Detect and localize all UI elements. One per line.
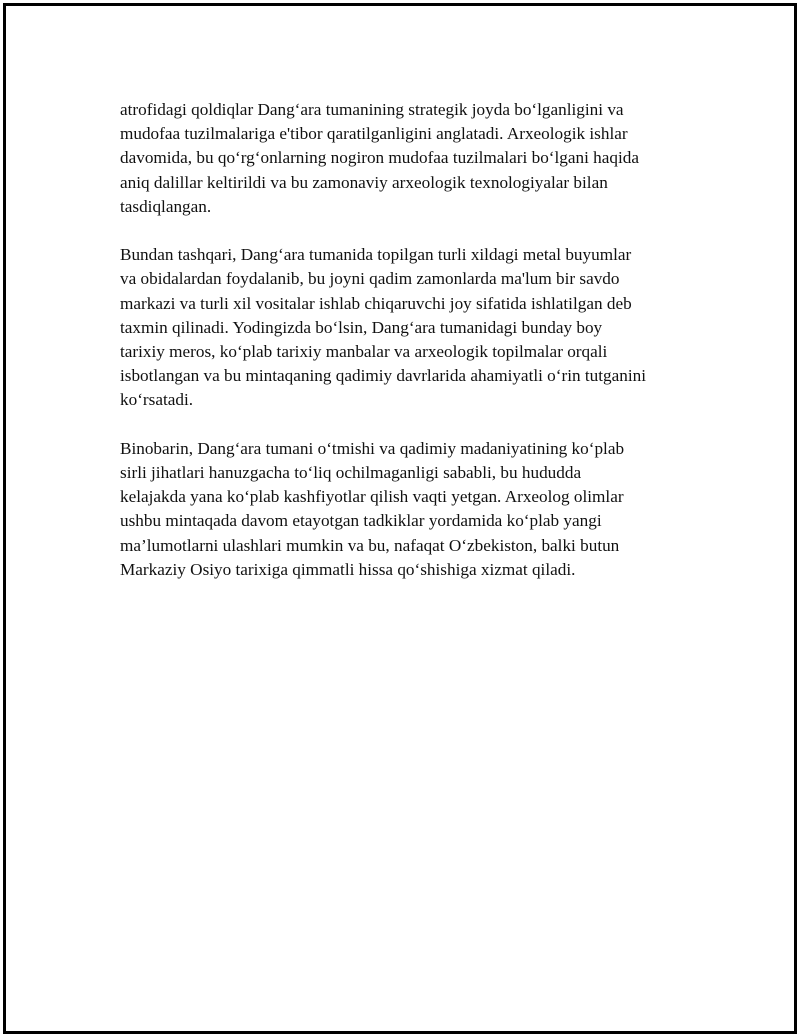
text-line: ko‘rsatadi. [120, 390, 194, 410]
text-line: markazi va turli xil vositalar ishlab chiqaruvchi joy sifatida ishlatilgan deb [120, 293, 632, 313]
paragraph-1 [120, 98, 695, 219]
text-line: mudofaa tuzilmalariga e'tibor qaratilganligini anglatadi. Arxeologik ishlar [120, 124, 628, 144]
text-line: atrofidagi qoldiqlar Dang‘ara tumanining strategik joyda bo‘lganligini va [120, 100, 624, 119]
paragraph-2 [120, 243, 695, 412]
paragraph-3 [120, 437, 695, 582]
page-frame [3, 3, 797, 1034]
text-line: Markaziy Osiyo tarixiga qimmatli hissa qo‘shishiga xizmat qiladi. [120, 559, 576, 579]
text-line: Bundan tashqari, Dang‘ara tumanida topilgan turli xildagi metal buyumlar [120, 245, 632, 265]
text-line: tasdiqlangan. [120, 196, 212, 216]
text-line: kelajakda yana ko‘plab kashfiyotlar qilish vaqti yetgan. Arxeolog olimlar [120, 487, 624, 507]
text-line: isbotlangan va bu mintaqaning qadimiy davrlarida ahamiyatli o‘rin tutganini [120, 366, 646, 386]
text-line: tarixiy meros, ko‘plab tarixiy manbalar va arxeologik topilmalar orqali [120, 342, 608, 362]
text-line: ushbu mintaqada davom etayotgan tadkiklar yordamida ko‘plab yangi [120, 511, 602, 531]
document-body [120, 98, 695, 606]
text-line: taxmin qilinadi. Yodingizda bo‘lsin, Dang‘ara tumanidagi bunday boy [120, 317, 603, 337]
text-line: va obidalardan foydalanib, bu joyni qadim zamonlarda ma'lum bir savdo [120, 269, 620, 289]
text-line: Binobarin, Dang‘ara tumani o‘tmishi va qadimiy madaniyatining ko‘plab [120, 438, 625, 458]
text-line: sirli jihatlari hanuzgacha to‘liq ochilmaganligi sababli, bu hududda [120, 463, 582, 483]
text-line: davomida, bu qo‘rg‘onlarning nogiron mudofaa tuzilmalari bo‘lgani haqida [120, 148, 639, 168]
text-line: aniq dalillar keltirildi va bu zamonaviy arxeologik texnologiyalar bilan [120, 172, 608, 192]
text-line: ma’lumotlarni ulashlari mumkin va bu, nafaqat O‘zbekiston, balki butun [120, 535, 620, 555]
